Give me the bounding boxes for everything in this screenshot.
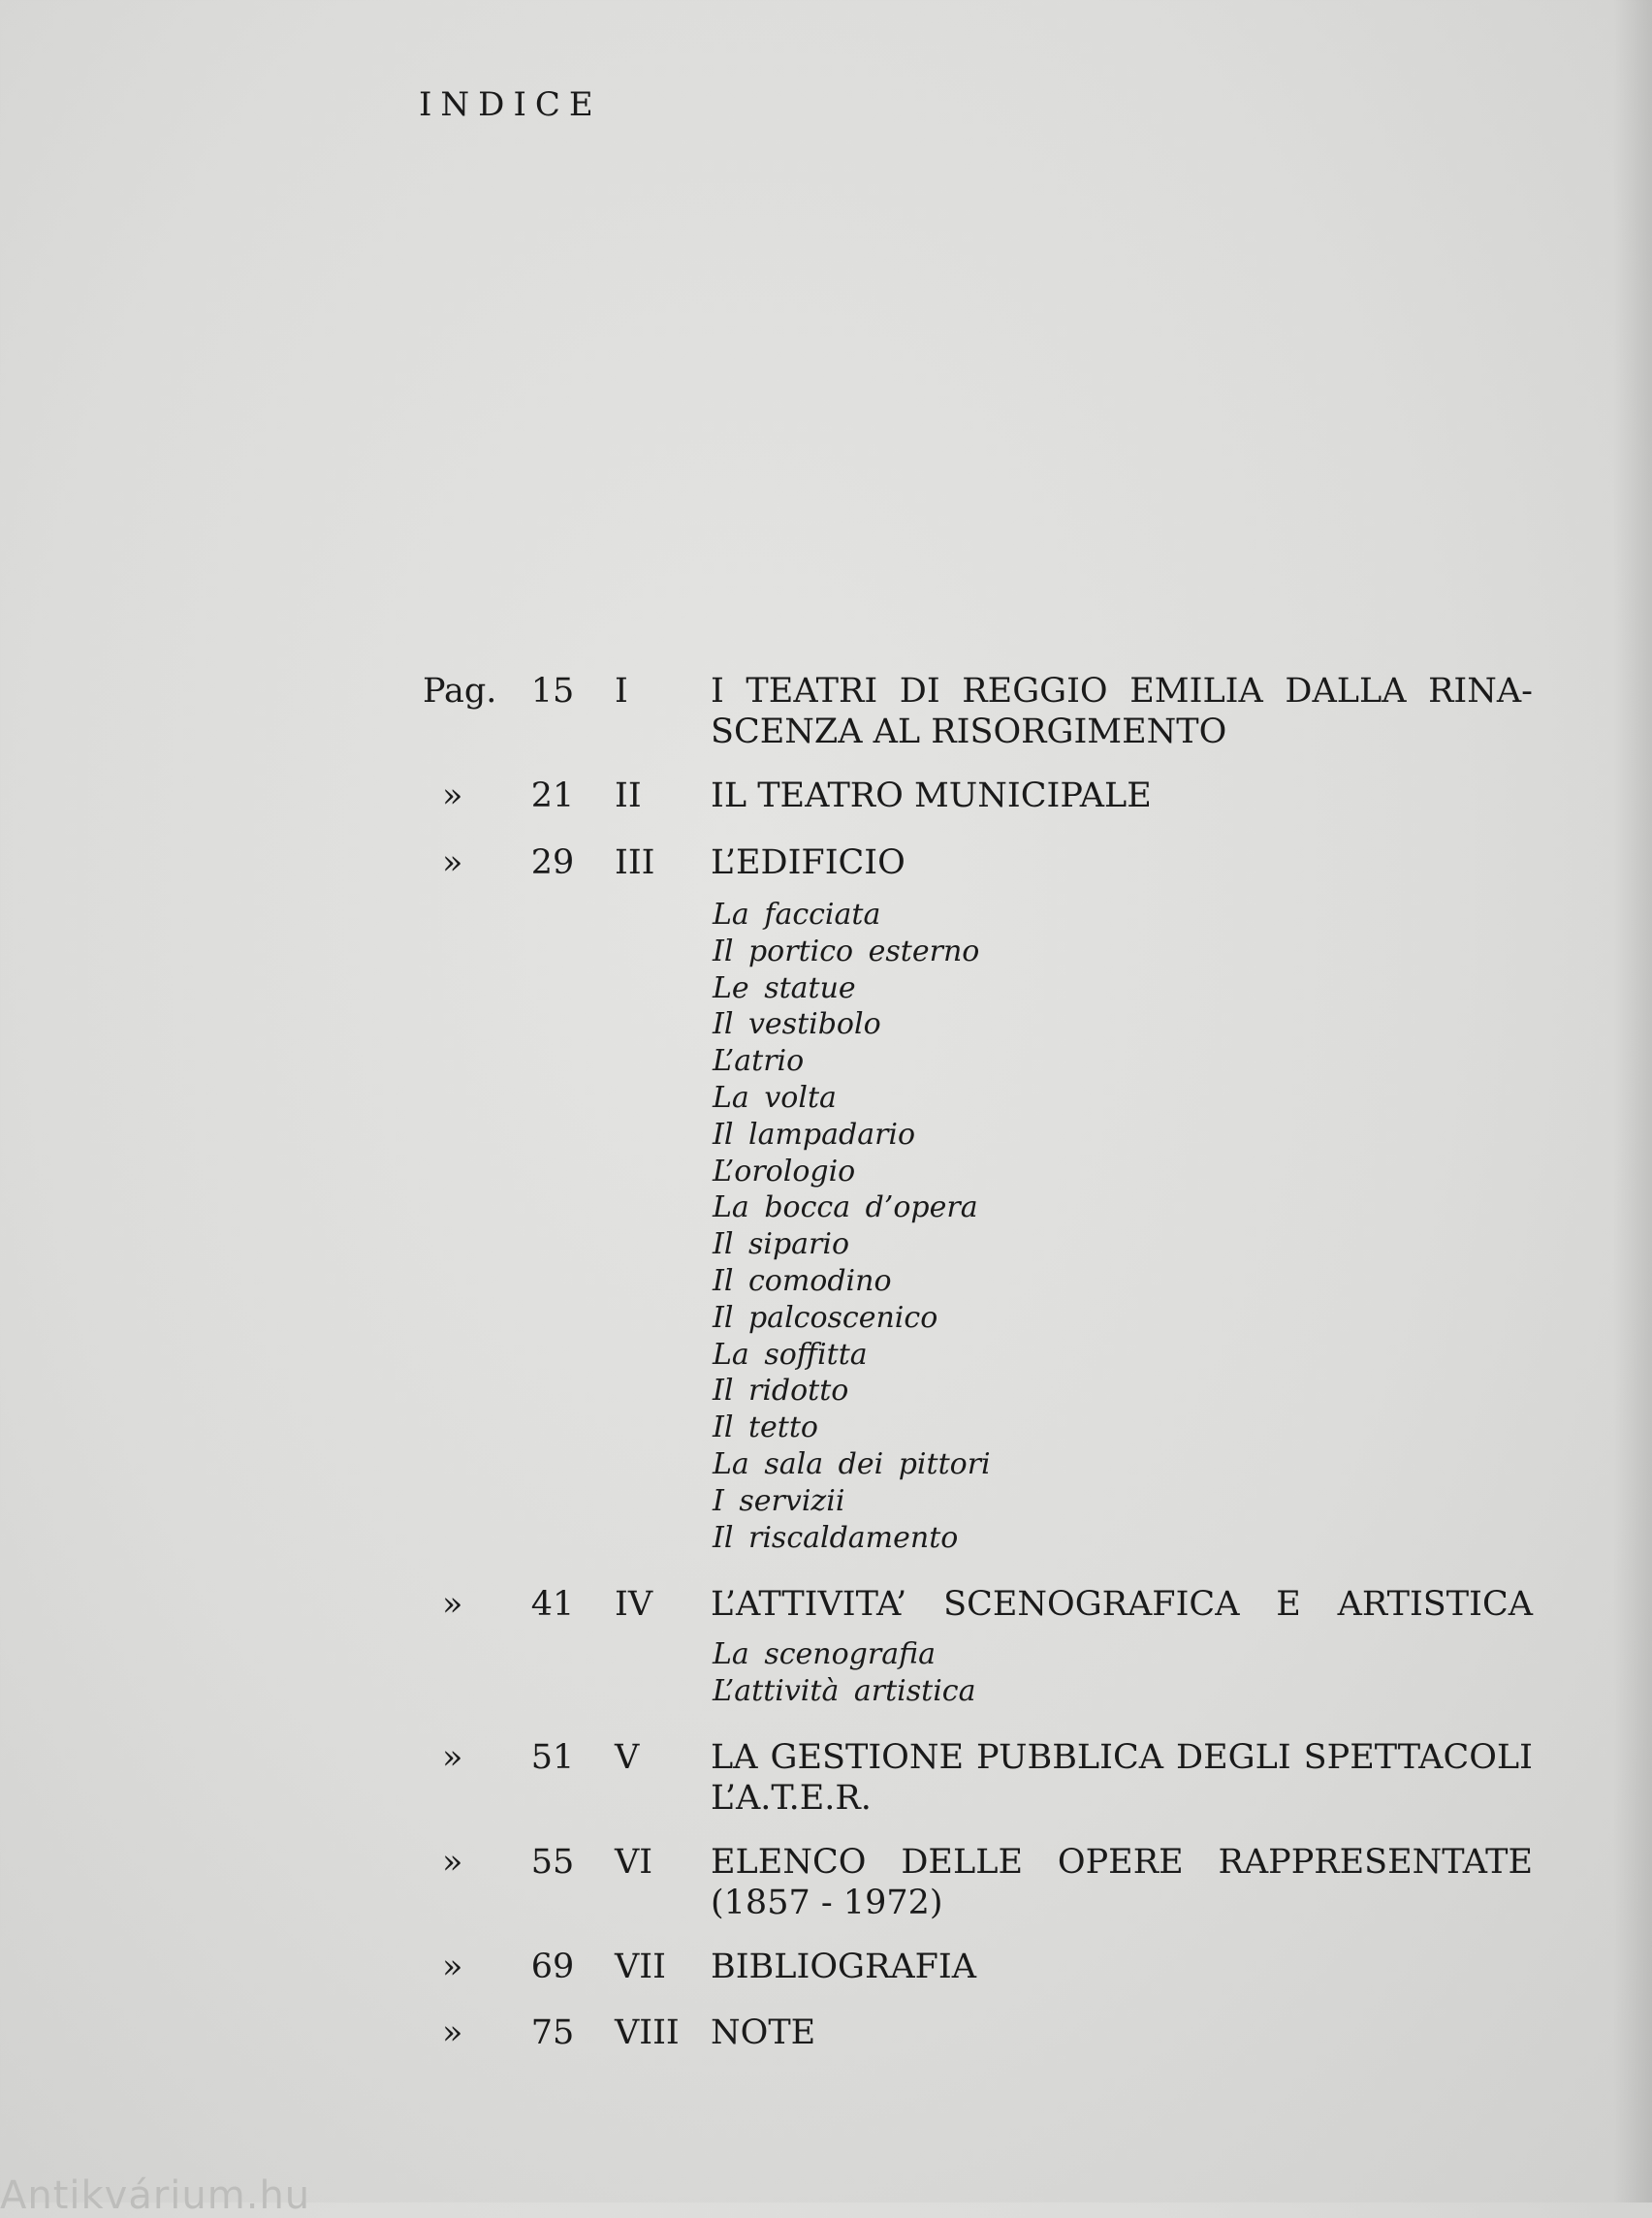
- toc-chapter-numeral: VII: [615, 1948, 666, 1986]
- toc-subsection: La volta: [713, 1080, 837, 1115]
- toc-subsection: Il palcoscenico: [713, 1300, 938, 1335]
- toc-subsection: La facciata: [713, 898, 881, 932]
- toc-chapter-title: I TEATRI DI REGGIO EMILIA DALLA RINA-SCENZA AL RISORGIMENTO: [711, 672, 1533, 751]
- toc-chapter-numeral: VI: [615, 1843, 653, 1882]
- toc-chapter-numeral: I: [615, 672, 628, 711]
- toc-chapter-title: BIBLIOGRAFIA: [711, 1948, 977, 1986]
- toc-subsection: L’attività artistica: [713, 1673, 976, 1708]
- toc-chapter-title: L’ATTIVITA’ SCENOGRAFICA E ARTISTICA: [711, 1585, 1533, 1624]
- toc-page-number: 55: [530, 1843, 575, 1882]
- toc-page-number: 29: [530, 843, 575, 882]
- toc-prefix: »: [442, 1843, 463, 1882]
- page-title: INDICE: [419, 85, 602, 124]
- toc-chapter-numeral: III: [615, 843, 655, 882]
- toc-subsection: Il lampadario: [713, 1117, 916, 1152]
- toc-page-number: 41: [530, 1585, 575, 1624]
- toc-prefix: »: [442, 1948, 463, 1986]
- toc-subsection: La sala dei pittori: [713, 1446, 991, 1481]
- toc-subsection: Il portico esterno: [713, 934, 980, 968]
- toc-subsection: Il tetto: [713, 1410, 818, 1445]
- toc-subsection: Il ridotto: [713, 1374, 849, 1409]
- watermark: Antikvárium.hu: [0, 2173, 311, 2218]
- toc-subsection: I servizii: [713, 1483, 845, 1518]
- toc-subsection: La bocca d’opera: [713, 1190, 978, 1225]
- toc-prefix: »: [442, 776, 463, 815]
- toc-subsection: Il vestibolo: [713, 1007, 881, 1042]
- toc-page-number: 75: [530, 2013, 575, 2052]
- toc-prefix: »: [442, 843, 463, 882]
- toc-chapter-title: IL TEATRO MUNICIPALE: [711, 776, 1152, 815]
- toc-page-number: 21: [530, 776, 575, 815]
- toc-subsections-3: [713, 897, 991, 1556]
- toc-subsection: Il sipario: [713, 1227, 850, 1262]
- toc-prefix: »: [442, 1585, 463, 1624]
- toc-subsection: Il riscaldamento: [713, 1520, 959, 1555]
- toc-subsection: L’orologio: [713, 1154, 856, 1188]
- toc-chapter-title: LA GESTIONE PUBBLICA DEGLI SPETTACOLI L’A.T.E.R.: [711, 1738, 1533, 1818]
- toc-chapter-numeral: IV: [615, 1585, 653, 1624]
- toc-page-number: 15: [530, 672, 575, 711]
- toc-chapter-title: NOTE: [711, 2013, 816, 2052]
- toc-subsection: La soffitta: [713, 1337, 868, 1372]
- toc-subsection: Il comodino: [713, 1263, 892, 1298]
- toc-subsections-4: [713, 1636, 976, 1710]
- toc-subsection: Le statue: [713, 970, 856, 1005]
- toc-chapter-title: L’EDIFICIO: [711, 843, 905, 882]
- toc-chapter-numeral: V: [615, 1738, 640, 1777]
- toc-prefix: »: [442, 2013, 463, 2052]
- toc-prefix: »: [442, 1738, 463, 1777]
- page-edge-shadow: [1613, 0, 1652, 2202]
- toc-page-number: 69: [530, 1948, 575, 1986]
- toc-prefix: Pag.: [423, 672, 497, 711]
- toc-chapter-numeral: II: [615, 776, 642, 815]
- toc-page-number: 51: [530, 1738, 575, 1777]
- toc-subsection: La scenografia: [713, 1637, 937, 1671]
- toc-chapter-numeral: VIII: [615, 2013, 680, 2052]
- toc-chapter-title: ELENCO DELLE OPERE RAPPRESENTATE (1857 - 1972): [711, 1843, 1533, 1922]
- toc-subsection: L’atrio: [713, 1044, 805, 1079]
